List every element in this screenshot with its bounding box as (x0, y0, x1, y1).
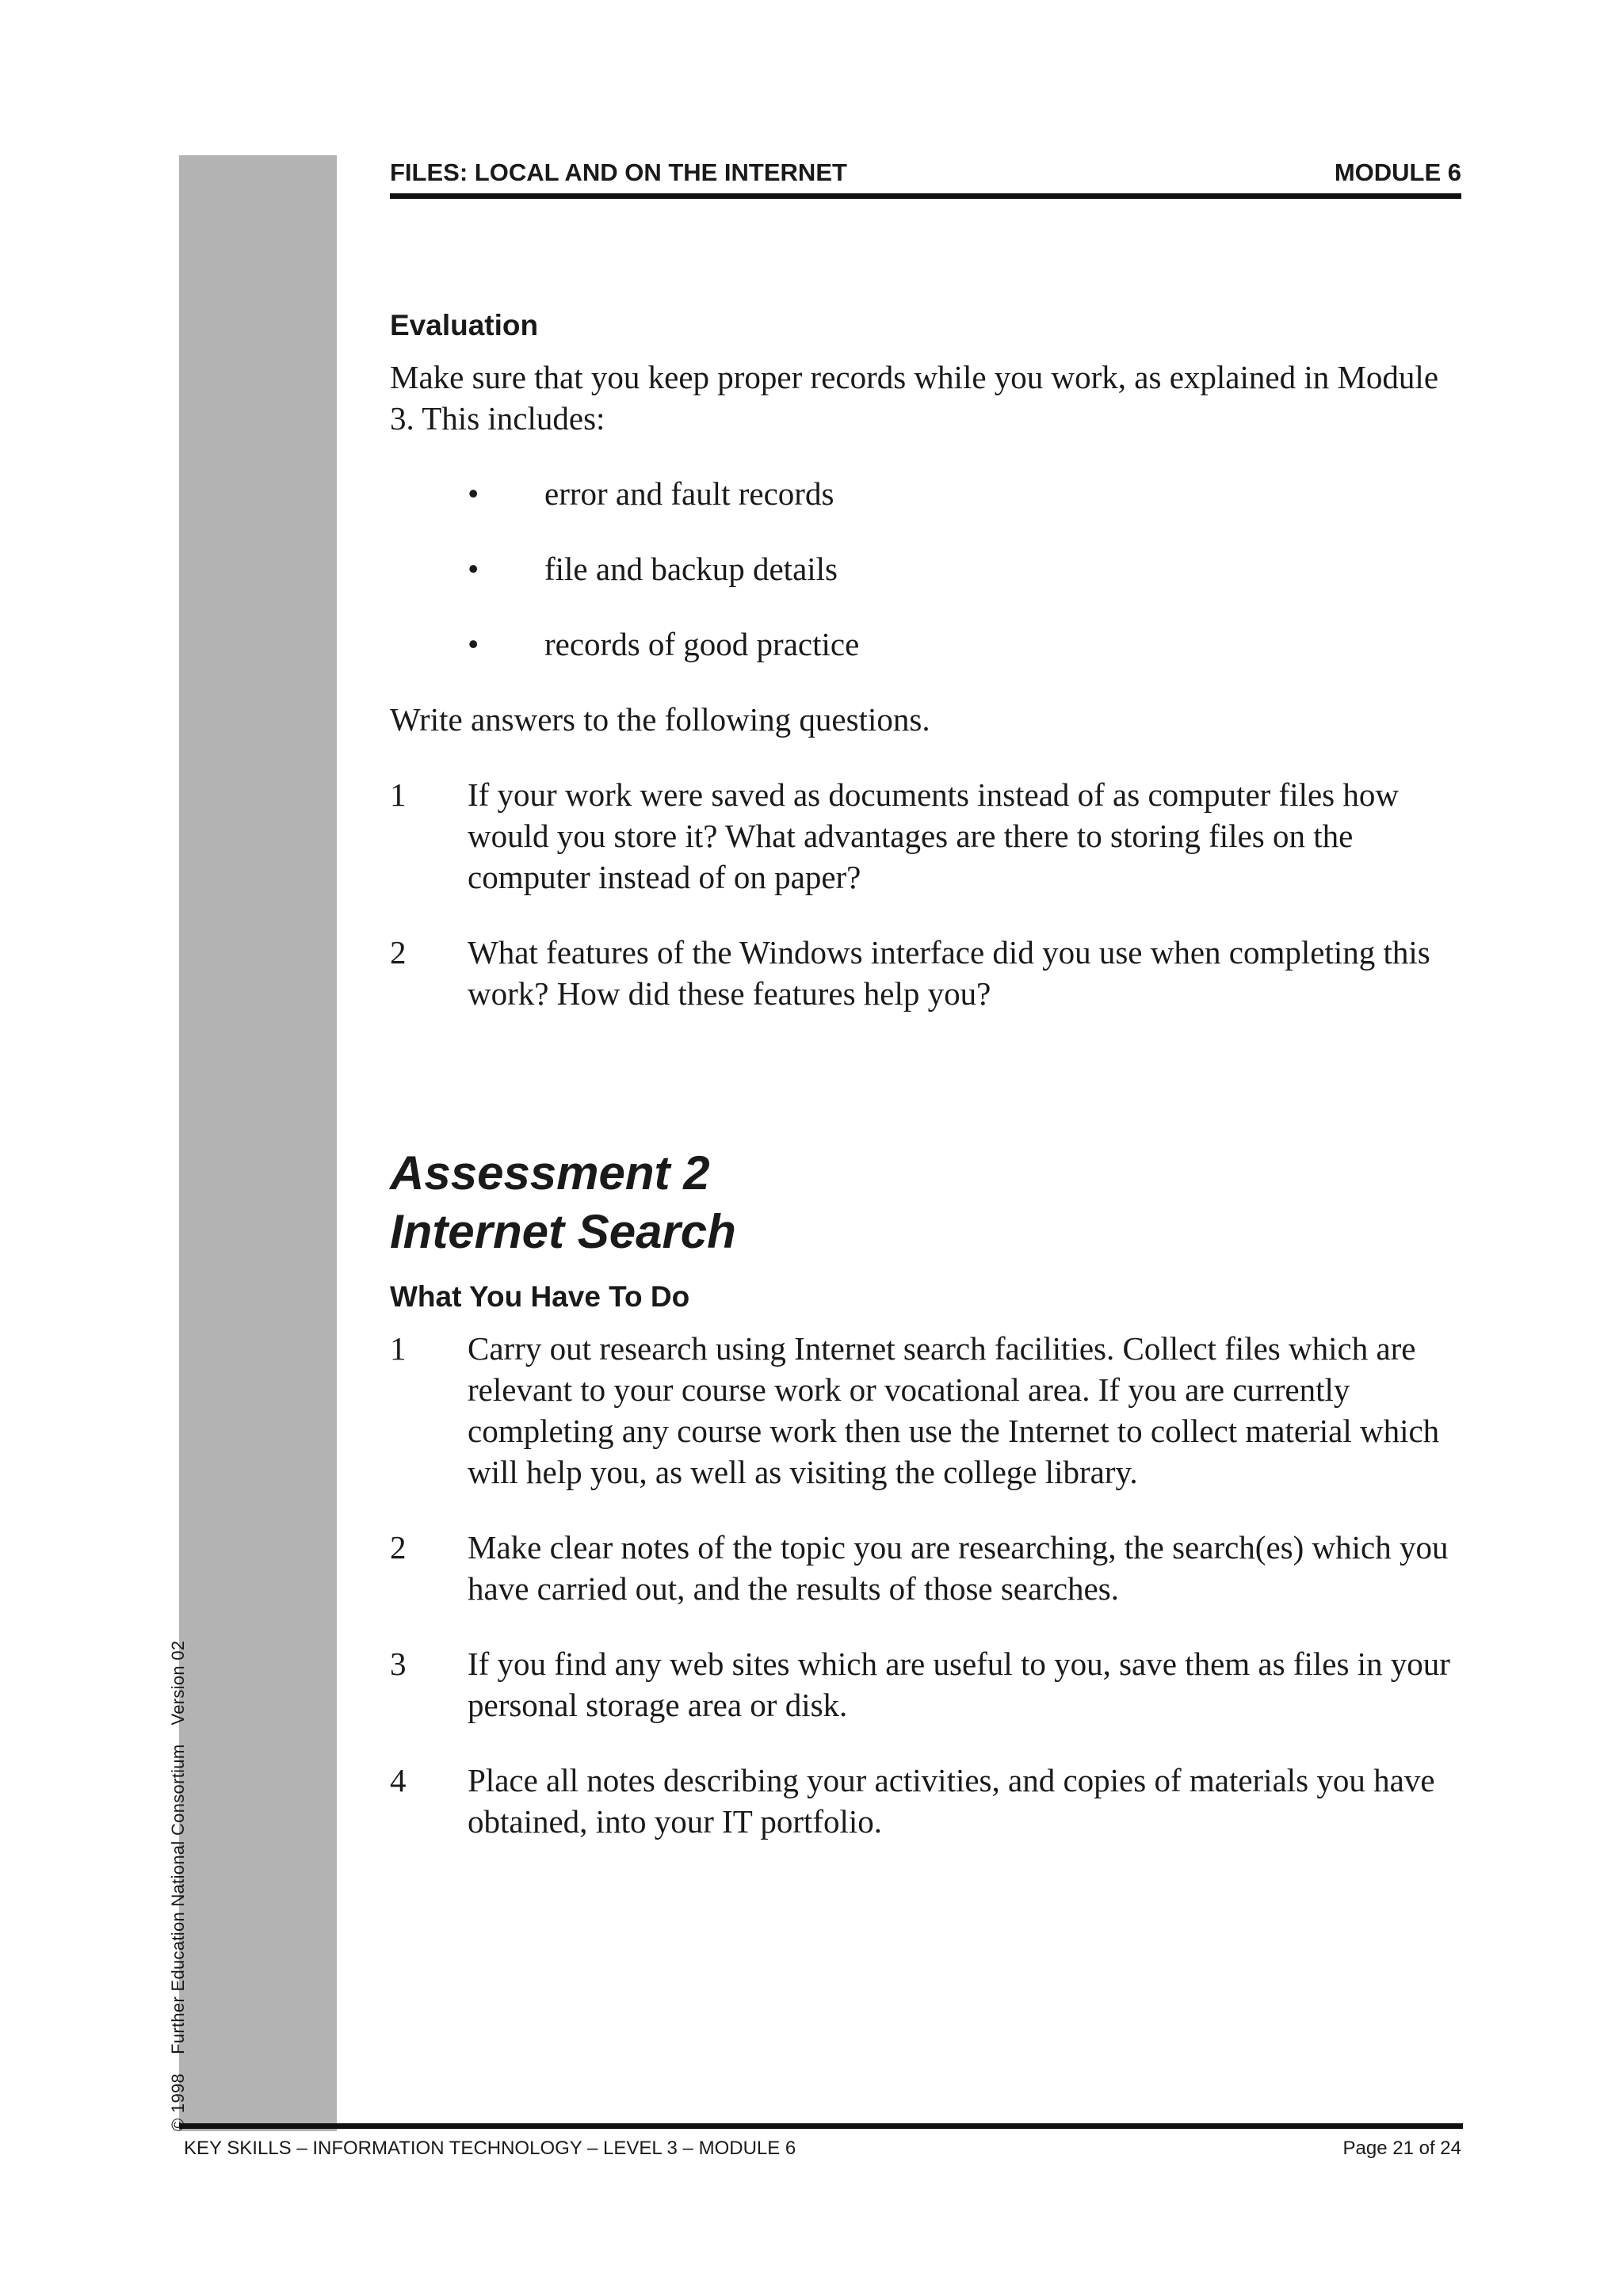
page-header (390, 155, 1461, 199)
list-item (390, 774, 1461, 898)
evaluation-bullet-list (390, 473, 1461, 665)
assessment-title (390, 1144, 1461, 1261)
bullet-icon: • (468, 551, 479, 587)
item-number: 1 (390, 1330, 407, 1367)
bullet-text: file and backup details (544, 551, 838, 587)
list-item (390, 1760, 1461, 1842)
assessment-title-line1: Assessment 2 (390, 1146, 710, 1199)
item-text: What features of the Windows interface did you use when completing this work? How did these features help you? (468, 934, 1430, 1012)
list-item (390, 473, 1461, 514)
list-item (390, 932, 1461, 1014)
copyright-note (168, 1622, 189, 2131)
list-item (390, 1328, 1461, 1493)
copyright-org: Further Education National Consortium (168, 1744, 188, 2054)
item-number: 4 (390, 1762, 407, 1798)
evaluation-intro: Make sure that you keep proper records while you work, as explained in Module 3. This includes: (390, 359, 1439, 437)
header-module: MODULE 6 (1334, 158, 1461, 186)
item-text: Carry out research using Internet search facilities. Collect files which are relevant to your course work or vocational area. If you are currently completing any course work then use the Internet to collect material which will help you, as well as visiting the college library. (468, 1330, 1440, 1490)
assessment-subheading: What You Have To Do (390, 1280, 690, 1313)
item-text: Make clear notes of the topic you are researching, the search(es) which you have carried out, and the results of those searches. (468, 1529, 1449, 1607)
page-content (390, 309, 1461, 1842)
evaluation-questions (390, 774, 1461, 1014)
footer-course: KEY SKILLS – INFORMATION TECHNOLOGY – LEVEL 3 – MODULE 6 (184, 2138, 796, 2159)
item-number: 2 (390, 1529, 407, 1566)
list-item (390, 1643, 1461, 1726)
bullet-icon: • (468, 475, 479, 512)
item-number: 2 (390, 934, 407, 971)
bullet-text: error and fault records (544, 475, 834, 512)
item-number: 3 (390, 1646, 407, 1682)
bullet-text: records of good practice (544, 626, 860, 662)
evaluation-heading: Evaluation (390, 309, 539, 341)
list-item (390, 624, 1461, 665)
item-text: If your work were saved as documents instead of as computer files how would you store it? What advantages are there to storing files on the computer instead of on paper? (468, 776, 1399, 895)
list-item (390, 548, 1461, 589)
item-text: Place all notes describing your activities, and copies of materials you have obtained, into your IT portfolio. (468, 1762, 1435, 1840)
list-item (390, 1527, 1461, 1609)
evaluation-prompt: Write answers to the following questions. (390, 701, 930, 738)
copyright-version: Version 02 (168, 1640, 188, 1726)
assessment-title-line2: Internet Search (390, 1205, 736, 1258)
assessment-steps (390, 1328, 1461, 1842)
footer-rule (179, 2123, 1463, 2129)
sidebar-band (179, 155, 337, 2131)
bullet-icon: • (468, 626, 479, 662)
copyright-year: © 1998 (168, 2073, 188, 2131)
item-number: 1 (390, 776, 407, 813)
header-title: FILES: LOCAL AND ON THE INTERNET (390, 158, 847, 186)
item-text: If you find any web sites which are useful to you, save them as files in your personal storage area or disk. (468, 1646, 1450, 1723)
page-number: Page 21 of 24 (1342, 2138, 1461, 2159)
